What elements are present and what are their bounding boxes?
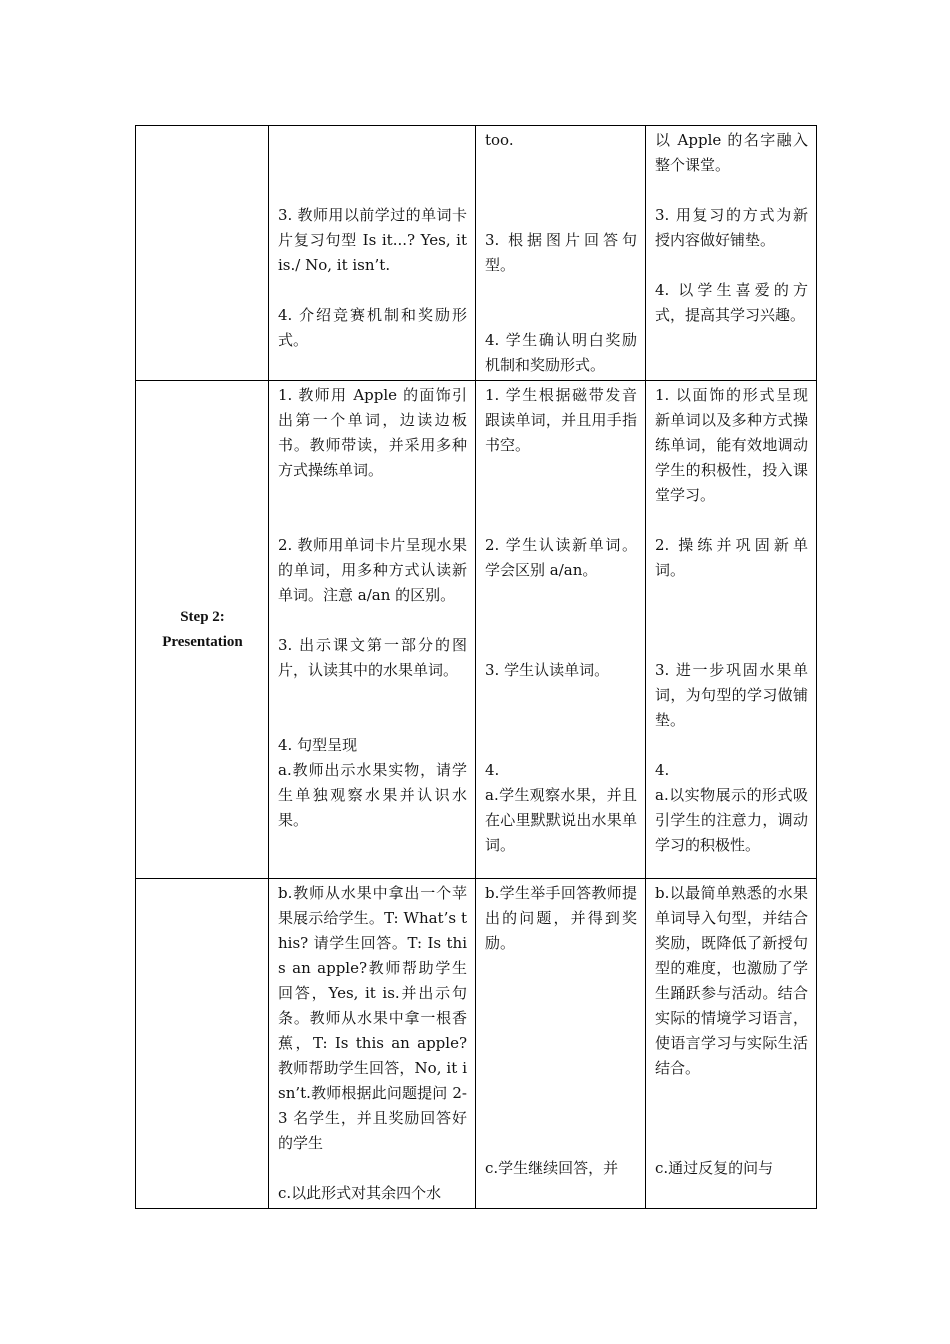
purpose-cell: [646, 879, 817, 1209]
purpose-cell: [646, 126, 817, 381]
student-activity-cell: [476, 879, 646, 1209]
purpose-text: 3. 进一步巩固水果单词，为句型的学习做铺垫。: [655, 661, 808, 729]
student-activity-text: too.: [485, 131, 514, 149]
student-activity-text: 3. 学生认读单词。: [485, 661, 610, 679]
teacher-activity-text: 2. 教师用单词卡片呈现水果的单词，用多种方式认读新单词。注意 a/an 的区别。: [278, 536, 467, 604]
step-label: Step 2:: [180, 608, 225, 625]
student-activity-text: b.学生举手回答教师提出的问题，并得到奖励。: [485, 884, 637, 952]
student-activity-text: c.学生继续回答，并: [485, 1159, 619, 1177]
purpose-text: 4. 以学生喜爱的方式，提高其学习兴趣。: [655, 281, 808, 324]
purpose-text: c.通过反复的问与: [655, 1159, 774, 1177]
table-row: [136, 381, 817, 879]
student-activity-cell: [476, 381, 646, 879]
purpose-text: b.以最简单熟悉的水果单词导入句型，并结合奖励，既降低了新授句型的难度，也激励了学生踊跃参与活动。结合实际的情境学习语言，使语言学习与实际生活结合。: [655, 884, 808, 1077]
student-activity-text: 2. 学生认读新单词。学会区别 a/an。: [485, 536, 637, 579]
table-row: [136, 126, 817, 381]
teacher-activity-cell: [269, 126, 476, 381]
teacher-activity-text: 4. 句型呈现: [278, 736, 358, 754]
teacher-activity-cell: [269, 879, 476, 1209]
teacher-activity-text: a.教师出示水果实物，请学生单独观察水果并认识水果。: [278, 761, 467, 829]
step-name: Presentation: [162, 633, 243, 650]
student-activity-text: 4. 学生确认明白奖励机制和奖励形式。: [485, 331, 637, 374]
step-cell: [136, 126, 269, 381]
teacher-activity-text: c.以此形式对其余四个水: [278, 1184, 442, 1202]
teacher-activity-text: b.教师从水果中拿出一个苹果展示给学生。T: What’s this? 请学生回答。T: Is this an apple?教师帮助学生回答，Yes, it is.并出示句条。教师从水果中拿一根香蕉，T: Is this an apple? 教师帮助学生回答，No, it isn’t.教师根据此问题提问 2-3 名学生，并且奖励回答好的学生: [278, 884, 467, 1152]
purpose-text: 2. 操练并巩固新单词。: [655, 536, 808, 579]
step-cell: [136, 879, 269, 1209]
purpose-text: 4.: [655, 761, 670, 779]
student-activity-text: 3. 根据图片回答句型。: [485, 231, 637, 274]
student-activity-cell: [476, 126, 646, 381]
student-activity-text: 1. 学生根据磁带发音跟读单词，并且用手指书空。: [485, 386, 637, 454]
teacher-activity-text: 1. 教师用 Apple 的面饰引出第一个单词，边读边板书。教师带读，并采用多种方式操练单词。: [278, 386, 467, 479]
purpose-text: 以 Apple 的名字融入整个课堂。: [655, 131, 808, 174]
student-activity-text: 4.: [485, 761, 500, 779]
purpose-cell: [646, 381, 817, 879]
table-row: [136, 879, 817, 1209]
purpose-text: 1. 以面饰的形式呈现新单词以及多种方式操练单词，能有效地调动学生的积极性，投入课堂学习。: [655, 386, 808, 504]
student-activity-text: a.学生观察水果，并且在心里默默说出水果单词。: [485, 786, 637, 854]
purpose-text: 3. 用复习的方式为新授内容做好铺垫。: [655, 206, 808, 249]
teacher-activity-text: 3. 教师用以前学过的单词卡片复习句型 Is it...? Yes, it is./ No, it isn’t.: [278, 206, 467, 274]
step-cell: [136, 381, 269, 879]
purpose-text: a.以实物展示的形式吸引学生的注意力，调动学习的积极性。: [655, 786, 808, 854]
lesson-plan-table: [135, 125, 817, 1209]
teacher-activity-text: 4. 介绍竞赛机制和奖励形式。: [278, 306, 467, 349]
teacher-activity-cell: [269, 381, 476, 879]
teacher-activity-text: 3. 出示课文第一部分的图片，认读其中的水果单词。: [278, 636, 467, 679]
